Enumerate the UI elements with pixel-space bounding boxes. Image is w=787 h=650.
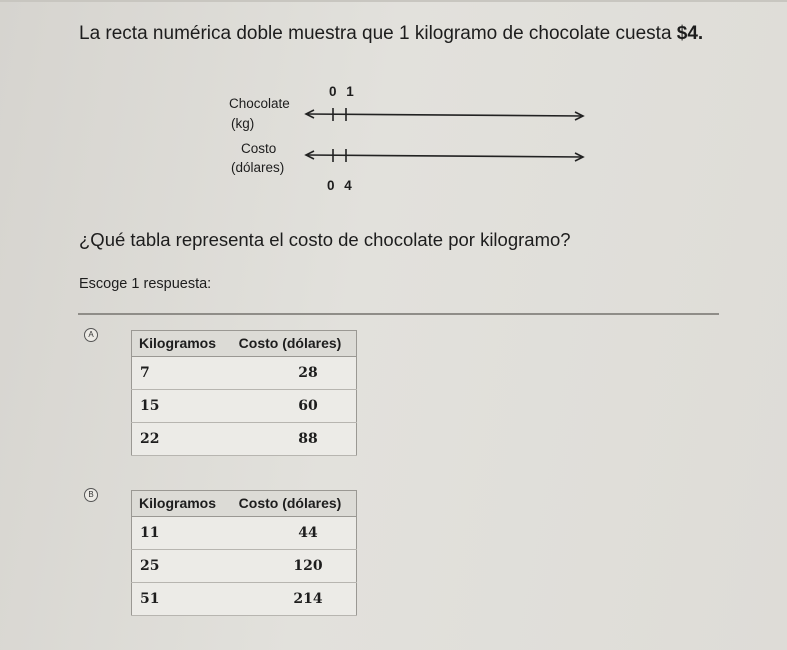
- divider: [78, 313, 719, 315]
- cell-cost: 88: [228, 423, 357, 456]
- header-kilograms: Kilogramos: [132, 331, 229, 357]
- table-header-row: [132, 331, 357, 357]
- choice-a-radio[interactable]: A: [84, 328, 98, 342]
- cell-kg: 25: [132, 550, 229, 583]
- choice-b-table[interactable]: [131, 490, 357, 616]
- choice-a-table[interactable]: [131, 330, 357, 456]
- chocolate-label: Chocolate: [229, 96, 290, 111]
- dollars-label: (dólares): [231, 160, 285, 175]
- cell-kg: 7: [132, 357, 229, 390]
- cell-cost: 214: [228, 583, 357, 616]
- top-tick-labels: 0 1: [329, 84, 357, 99]
- table-row: [132, 357, 357, 390]
- table-row: [132, 583, 357, 616]
- cell-kg: 51: [132, 583, 229, 616]
- header-cost: Costo (dólares): [228, 331, 357, 357]
- statement-price: $4.: [676, 23, 704, 44]
- choice-b-radio[interactable]: B: [84, 488, 98, 502]
- cell-kg: 15: [132, 390, 229, 423]
- cell-cost: 28: [228, 357, 357, 390]
- table-row: [132, 550, 357, 583]
- cell-kg: 11: [132, 517, 229, 550]
- answer-prompt: Escoge 1 respuesta:: [79, 276, 212, 292]
- cell-cost: 60: [228, 390, 357, 423]
- bottom-tick-labels: 0 4: [327, 178, 355, 193]
- kg-label: (kg): [231, 116, 255, 131]
- cell-cost: 44: [228, 517, 357, 550]
- table-row: [132, 423, 357, 456]
- question-text: ¿Qué tabla representa el costo de chocolate por kilogramo?: [79, 229, 571, 250]
- header-kilograms: Kilogramos: [132, 491, 229, 517]
- table-row: [132, 390, 357, 423]
- table-header-row: [132, 491, 357, 517]
- cell-cost: 120: [228, 550, 357, 583]
- cell-kg: 22: [132, 423, 229, 456]
- statement-text: La recta numérica doble muestra que 1 kilogramo de chocolate cuesta: [79, 23, 677, 44]
- cost-label: Costo: [241, 141, 277, 156]
- table-row: [132, 517, 357, 550]
- header-cost: Costo (dólares): [228, 491, 357, 517]
